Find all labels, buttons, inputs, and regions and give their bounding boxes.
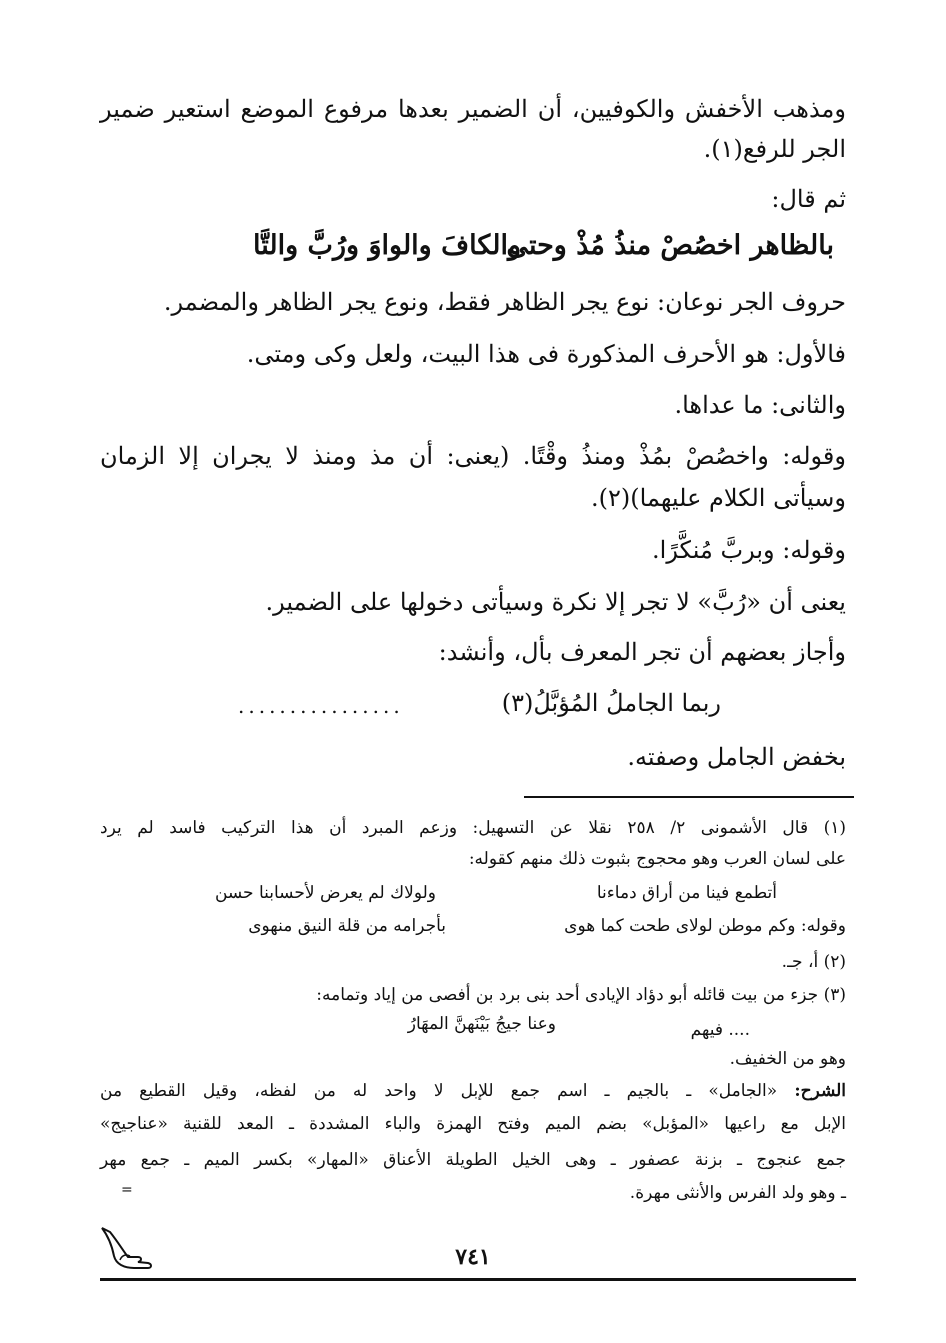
footer-rule	[100, 1278, 856, 1281]
body-line-9: وقوله: وبربَّ مُنكَّرًا.	[652, 536, 846, 564]
footnote-separator	[524, 796, 854, 798]
footnote-1-verse-2-right: وقوله: وكم موطن لولاى طحت كما هوى	[564, 916, 846, 936]
footnote-3-meter: وهو من الخفيف.	[729, 1049, 846, 1069]
sharh-line-1	[100, 1081, 846, 1101]
margin-mark: =	[121, 1182, 133, 1198]
body-line-2: الجر للرفع(١).	[703, 135, 846, 163]
footnote-1-verse-2-left: بأجرامه من قلة النيق منهوى	[248, 916, 446, 936]
body-line-3: ثم قال:	[771, 185, 846, 213]
footnote-1-line-1: (١) قال الأشمونى ٢/ ٢٥٨ نقلا عن التسهيل: وزعم المبرد أن هذا التركيب فاسد لم يرد	[100, 818, 846, 838]
body-line-5: فالأول: هو الأحرف المذكورة فى هذا البيت، ولعل وكى ومتى.	[246, 340, 846, 368]
body-line-4: حروف الجر نوعان: نوع يجر الظاهر فقط، ونوع يجر الظاهر والمضمر.	[163, 288, 846, 316]
footnote-1-verse-1-left: ولولاك لم يعرض لأحسابنا حسن	[214, 883, 436, 903]
body-line-6: والثانى: ما عداها.	[674, 391, 846, 419]
footnote-1-verse-1-right: أتطمع فينا من أراق دماءنا	[596, 883, 777, 903]
pointing-hand-icon	[98, 1222, 154, 1274]
footnote-3-verse-right: .... فيهم	[690, 1020, 750, 1040]
body-line-8: وسيأتى الكلام عليهما)(٢).	[591, 484, 846, 512]
page-number: ٧٤١	[455, 1244, 491, 1270]
verse-ellipsis: ................	[238, 694, 404, 718]
body-line-10: يعنى أن «رُبَّ» لا تجر إلا نكرة وسيأتى دخولها على الضمير.	[265, 588, 846, 616]
sharh-line-3: جمع عنجوج ـ بزنة عصفور ـ وهى الخيل الطويلة الأعناق «المهار» بكسر الميم ـ جمع مهر	[100, 1150, 846, 1170]
body-line-12-verse-fragment: ربما الجاملُ المُؤبَّلُ(٣)	[501, 689, 721, 717]
footnote-1-line-2: على لسان العرب وهو محجوج بثبوت ذلك منهم كقوله:	[468, 849, 846, 869]
body-line-13: بخفض الجامل وصفته.	[627, 743, 846, 771]
body-line-7: وقوله: واخصُصْ بمُذْ ومنذُ وقْتًا. (يعنى: أن مذ ومنذ لا يجران إلا الزمان	[100, 442, 846, 470]
body-line-11: وأجاز بعضهم أن تجر المعرف بأل، وأنشد:	[438, 638, 846, 666]
footnote-3-line-1: (٣) جزء من بيت قائله أبو دؤاد الإيادى أحد بنى برد بن أفصى من إياد وتمامه:	[316, 985, 846, 1005]
sharh-line-2: الإبل مع راعيها «المؤبل» بضم الميم وفتح الهمزة والباء المشددة ـ المعد للقنية «عناجيج»	[100, 1114, 846, 1134]
sharh-label: الشرح:	[794, 1081, 847, 1101]
sharh-line-4: ـ وهو ولد الفرس والأنثى مهرة.	[629, 1183, 846, 1203]
verse-right-hemistich: بالظاهر اخصُصْ منذُ مُذْ وحتى	[506, 230, 834, 261]
verse-left-hemistich: والكافَ والواوَ ورُبَّ والتَّا	[253, 230, 521, 261]
footnote-3-verse-left: وعنا جيجُ بَيْنَهنَّ المهَارُ	[407, 1014, 556, 1034]
body-line-1: ومذهب الأخفش والكوفيين، أن الضمير بعدها مرفوع الموضع استعير ضمير	[100, 95, 846, 123]
footnote-2: (٢) أ، جـ.	[781, 952, 846, 972]
sharh-line-1-text: «الجامل» ـ بالجيم ـ اسم جمع للإبل لا واحد له من لفظه، وقيل القطيع من	[100, 1081, 778, 1101]
